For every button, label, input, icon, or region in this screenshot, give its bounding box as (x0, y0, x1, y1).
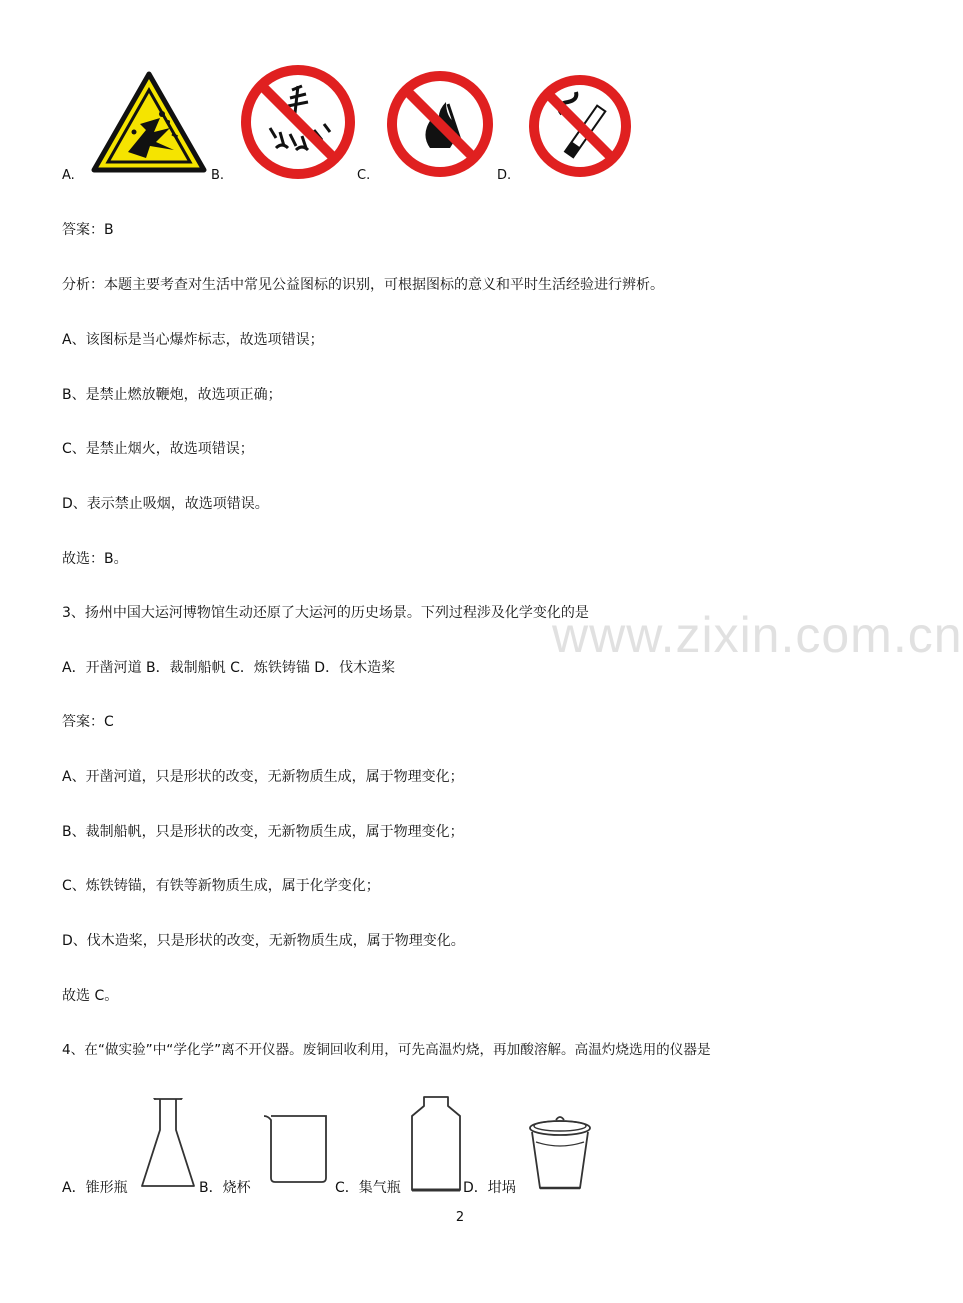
q2-line-a: A、该图标是当心爆炸标志，故选项错误； (62, 332, 324, 348)
option-d-label: D. (497, 168, 512, 183)
q4-option-d: D．坩埚 (463, 1180, 516, 1196)
q2-choice: 故选：B。 (62, 551, 128, 567)
q4-option-c: C．集气瓶 (335, 1180, 401, 1196)
q3-line-a: A、开凿河道，只是形状的改变，无新物质生成，属于物理变化； (62, 769, 464, 785)
gas-jar-icon (408, 1094, 464, 1194)
option-b-label: B. (211, 168, 225, 183)
q2-line-b: B、是禁止燃放鞭炮，故选项正确； (62, 387, 282, 403)
explosion-warning-icon (90, 70, 208, 176)
option-a-label: A. (62, 168, 75, 183)
watermark: www.zixin.com.cn (552, 607, 963, 663)
q2-line-c: C、是禁止烟火，故选项错误； (62, 441, 254, 457)
page-number: 2 (455, 1210, 465, 1225)
q3-options: A．开凿河道 B．裁制船帆 C．炼铁铸锚 D．伐木造桨 (62, 660, 396, 676)
q3-answer: 答案：C (62, 714, 114, 730)
q2-line-d: D、表示禁止吸烟，故选项错误。 (62, 496, 269, 512)
q4-option-b: B．烧杯 (199, 1180, 251, 1196)
q3-question: 3、扬州中国大运河博物馆生动还原了大运河的历史场景。下列过程涉及化学变化的是 (62, 605, 589, 621)
q2-answer: 答案：B (62, 222, 114, 238)
q4-option-a: A．锥形瓶 (62, 1180, 128, 1196)
no-fire-icon (386, 70, 494, 178)
q3-line-b: B、裁制船帆，只是形状的改变，无新物质生成，属于物理变化； (62, 824, 464, 840)
no-firecrackers-icon (240, 64, 356, 180)
option-c-label: C. (357, 168, 371, 183)
no-smoking-icon (528, 74, 632, 178)
beaker-icon (262, 1110, 332, 1186)
crucible-icon (526, 1112, 594, 1192)
q3-line-d: D、伐木造桨，只是形状的改变，无新物质生成，属于物理变化。 (62, 933, 465, 949)
conical-flask-icon (138, 1096, 198, 1192)
q3-choice: 故选 C。 (62, 988, 119, 1004)
q2-analysis: 分析：本题主要考查对生活中常见公益图标的识别，可根据图标的意义和平时生活经验进行辨析。 (62, 277, 664, 293)
q4-question: 4、在“做实验”中“学化学”离不开仪器。废铜回收利用，可先高温灼烧，再加酸溶解。高温灼烧选用的仪器是 (62, 1042, 711, 1058)
q3-line-c: C、炼铁铸锚，有铁等新物质生成，属于化学变化； (62, 878, 380, 894)
